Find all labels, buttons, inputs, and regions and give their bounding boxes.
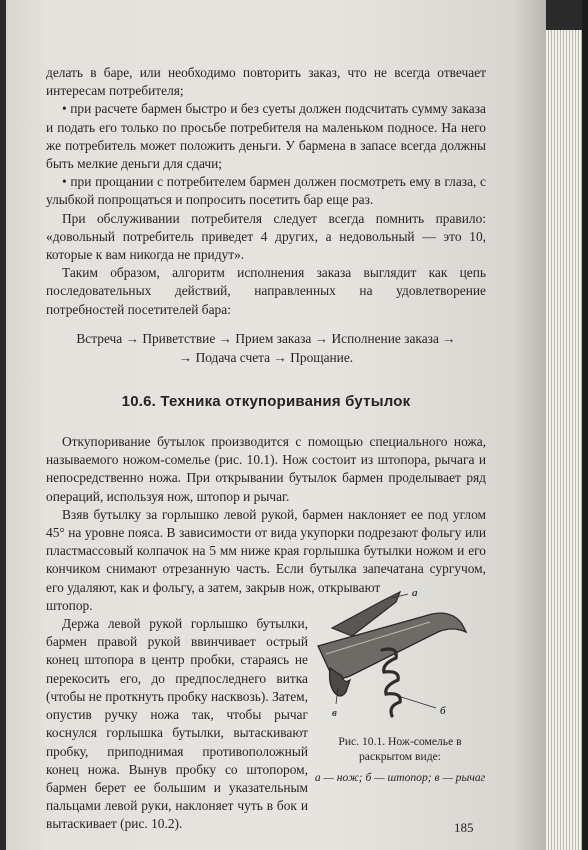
caption-title: Рис. 10.1. Нож-сомелье в раскрытом виде: [338,735,462,763]
paragraph-rule: При обслуживании потребителя следует всегда помнить правило: «довольный потребитель приведет 4 других, а недовольный — это 10, которые к вам никогда не придут». [46,210,486,263]
knife-handle-shape [318,613,466,678]
label-a: а [412,587,418,599]
figure-caption [312,734,488,785]
paragraph-continuation: делать в баре, или необходимо повторить заказ, что не всегда отвечает интересам потребителя; [46,65,486,99]
paragraph-tail: штопор. [46,597,93,613]
caption-legend: а — нож; б — штопор; в — рычаг [314,771,486,784]
paragraph-algorithm: Таким образом, алгоритм исполнения заказа выглядит как цепь последовательных действий, направленных на удовлетворение потребностей посетителей бара: [46,265,486,317]
paragraph-corkscrew: Держа левой рукой горлышко бутылки, бармен правой рукой ввинчивает острый конец штопора в центр пробки, стараясь не перекосить его, до предпоследнего витка (чтобы не проткнуть пробку насквозь). Затем, опустив ручку ножа так, чтобы рычаг коснулся горлышка бутылки, вытаскивают пробку, приподнимая противоположный конец ножа. Вынув пробку со штопором, бармен берет ее большим и указательным пальцами левой руки, наклоняет чуть в бок и вытаскивает (рис. 10.2). [46,616,308,832]
paragraph-intro: Откупоривание бутылок производится с помощью специального ножа, называемого ножом-сомелье (рис. 10.1). Нож состоит из штопора, рычага и непосредственно ножа. При открывании бутылок бармен проделывает ряд операций, используя нож, штопор и рычаг. [46,434,486,504]
paragraph-foil: Взяв бутылку за горлышко левой рукой, бармен наклоняет ее под углом 45° на уровне пояса. В зависимости от вида укупорки подрезают фольгу или пластмассовый колпачок на 5 мм ниже края горлышка бутылки ножом и его кончиком снимают отрезанную часть. Если бутылка запечатана сургучом, его удаляют, как и фольгу, а затем, закрыв нож, открывают [46,506,486,595]
section-title: 10.6. Техника откупоривания бутылок [121,392,411,410]
sequence-line-1: Встреча → Приветствие → Прием заказа → Исполнение заказа → [76,330,456,346]
service-sequence [46,329,486,367]
book-page [6,0,546,850]
book-edge-pages [546,30,582,850]
background-edge [582,0,588,850]
figure-sommelier-knife [312,580,488,785]
page-number: 185 [454,820,474,835]
bullet-farewell: • при прощании с потребителем бармен должен посмотреть ему в глаза, с улыбкой попрощаться и попросить посетить бар еще раз. [46,173,486,209]
label-v: в [332,707,337,719]
bullet-payment: • при расчете бармен быстро и без суеты должен подсчитать сумму заказа и подать его только по просьбе потребителя на маленьком подносе. На него же потребитель может положить деньги. У бармена в запасе всегда должны быть мелкие деньги для сдачи; [46,100,486,173]
label-b: б [440,705,446,717]
sommelier-knife-illustration [312,580,488,730]
sequence-line-2: → Подача счета → Прощание. [178,349,354,365]
